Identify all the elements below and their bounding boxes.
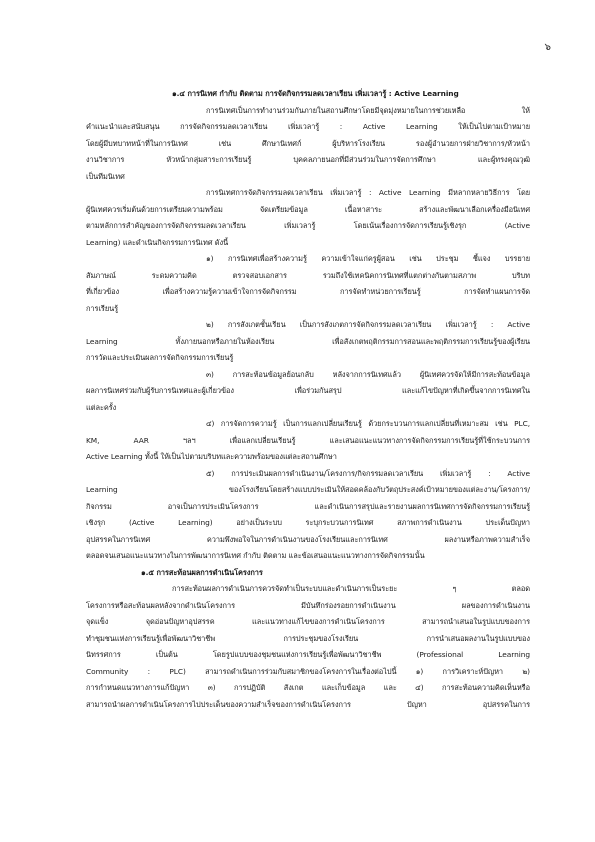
- text-line: Active Learning ทั้งนี้ ให้เป็นไปตามบริบทและความพร้อมของแต่ละสถานศึกษา: [86, 452, 337, 461]
- text-line: จุดแข็ง จุดอ่อนปัญหาอุปสรรค และแนวทางแก้ไขของการดำเนินโครงการ สามารถนำเสนอในรูปแบบของการ: [86, 617, 530, 626]
- text-line: การกำหนดแนวทางการแก้ปัญหา ๓) การปฏิบัติ สังเกต และเก็บข้อมูล และ ๔) การสะท้อนความคิดเห็นหรือ: [86, 683, 530, 692]
- text-line: ๔) การจัดการความรู้ เป็นการแลกเปลี่ยนเรียนรู้ ด้วยกระบวนการแลกเปลี่ยนที่เหมาะสม เช่น PLC,: [206, 419, 530, 428]
- text-line: Learning) และดำเนินกิจกรรมการนิเทศ ดังนี้: [86, 237, 229, 247]
- text-line: การนิเทศเป็นการทำงานร่วมกันภายในสถานศึกษาโดยมีจุดมุ่งหมายในการช่วยเหลือ ให้: [206, 105, 530, 115]
- text-line: เชิงรุก (Active Learning) อย่างเป็นระบบ ระบุกระบวนการนิเทศ สภาพการดำเนินงาน ประเด็นปัญหา: [86, 518, 530, 527]
- section-heading-1-5: ๑.๕ การสะท้อนผลการดำเนินโครงการ: [141, 567, 263, 577]
- text-line: ๕) การประเมินผลการดำเนินงาน/โครงการ/กิจกรรมลดเวลาเรียน เพิ่มเวลารู้ : Active: [206, 468, 530, 478]
- text-line: เป็นทีมนิเทศ: [86, 171, 125, 181]
- text-line: ผลการนิเทศร่วมกับผู้รับการนิเทศและผู้เกี่ยวข้อง เพื่อร่วมกันสรุป และแก้ไขปัญหาที่เกิดขึ้นจากการนิเทศใน: [86, 386, 530, 395]
- text-line: สามารถนำผลการดำเนินโครงการไปประเด็นของความสำเร็จของการดำเนินโครงการ ปัญหา อุปสรรคในการ: [86, 699, 530, 709]
- text-line: กิจกรรม อาจเป็นการประเมินโครงการ และดำเนินการสรุปและรายงานผลการนิเทศการจัดกิจกรรมการเรียนรู้: [86, 501, 530, 511]
- text-line: แต่ละครั้ง: [86, 402, 117, 412]
- paragraph-supervision-intro: [86, 103, 530, 186]
- paragraph-supervision-methods: [86, 185, 530, 251]
- list-item-5: [86, 466, 530, 565]
- text-line: สัมภาษณ์ ระดมความคิด ตรวจสอบเอกสาร รวมถึงใช้เทคนิคการนิเทศที่แตกต่างกันตามสภาพ บริบท: [86, 270, 530, 280]
- text-line: ตามหลักการสำคัญของการจัดกิจกรรมลดเวลาเรียน เพิ่มเวลารู้ โดยเน้นเรื่องการจัดการเรียนรู้เชิงรุก (Active: [86, 221, 530, 230]
- list-item-1: [86, 251, 530, 317]
- text-line: ตลอดจนเสนอแนะแนวทางในการพัฒนาการนิเทศ กำกับ ติดตาม และข้อเสนอแนะแนวทางการจัดกิจกรรมนั้น: [86, 551, 425, 560]
- text-line: อุปสรรคในการนิเทศ ความพึงพอใจในการดำเนินงานของโรงเรียนและการนิเทศ ผลงานหรือภาพความสำเร็จ: [86, 534, 530, 544]
- section-heading-1-4: ๑.๔ การนิเทศ กำกับ ติดตาม การจัดกิจกรรมลดเวลาเรียน เพิ่มเวลารู้ : Active Learning: [172, 89, 459, 98]
- paragraph-project-reflection: [86, 581, 530, 713]
- text-line: ๑) การนิเทศเพื่อสร้างความรู้ ความเข้าใจแก่ครูผู้สอน เช่น ประชุม ชี้แจง บรรยาย: [206, 254, 530, 263]
- text-line: ทำชุมชนแห่งการเรียนรู้เพื่อพัฒนาวิชาชีพ การประชุมของโรงเรียน การนำเสนอผลงานในรูปแบบของ: [86, 633, 530, 643]
- text-line: โครงการหรือสะท้อนผลหลังจากดำเนินโครงการ มีบันทึกร่องรอยการดำเนินงาน ผลของการดำเนินงาน: [86, 600, 530, 610]
- text-line: KM, AAR ฯลฯ เพื่อแลกเปลี่ยนเรียนรู้ และเสนอแนะแนวทางการจัดกิจกรรมการเรียนรู้ที่ใช้กระบวนการ: [86, 435, 530, 445]
- text-line: การสะท้อนผลการดำเนินการควรจัดทำเป็นระบบและดำเนินการเป็นระยะ ๆ ตลอด: [172, 584, 530, 593]
- text-line: การเรียนรู้: [86, 303, 119, 313]
- text-line: ผู้นิเทศควรเริ่มต้นด้วยการเตรียมความพร้อม จัดเตรียมข้อมูล เนื้อหาสาระ สร้างและพัฒนาเลือกเครื่องมือนิเทศ: [86, 204, 530, 214]
- text-line: นิทรรศการ เป็นต้น โดยรูปแบบของชุมชนแห่งการเรียนรู้เพื่อพัฒนาวิชาชีพ (Professional Learning: [86, 650, 530, 659]
- page-content: [86, 86, 530, 713]
- list-item-3: [86, 367, 530, 417]
- text-line: การนิเทศการจัดกิจกรรมลดเวลาเรียน เพิ่มเวลารู้ : Active Learning มีหลากหลายวิธีการ โดย: [206, 188, 530, 197]
- text-line: Community : PLC) สามารถดำเนินการร่วมกับสมาชิกของโครงการในเรื่องต่อไปนี้ ๑) การวิเคราะห์ปัญหา ๒): [86, 666, 530, 676]
- text-line: Learning ของโรงเรียนโดยสร้างแบบประเมินให้สอดคล้องกับวัตถุประสงค์เป้าหมายของแต่ละงาน/โครงการ/: [86, 485, 530, 494]
- text-line: งานวิชาการ หัวหน้ากลุ่มสาระการเรียนรู้ บุคคลภายนอกที่มีส่วนร่วมในการจัดการศึกษา และผู้ทรงคุณวุฒิ: [86, 155, 530, 164]
- text-line: การวัดและประเมินผลการจัดกิจกรรมการเรียนรู้: [86, 353, 234, 362]
- page-number: ๖: [544, 42, 551, 53]
- text-line: Learning ทั้งภายนอกหรือภายในห้องเรียน เพื่อสังเกตพฤติกรรมการสอนและพฤติกรรมการเรียนรู้ของผู้เรียน: [86, 336, 530, 346]
- text-line: โดยผู้มีบทบาทหน้าที่ในการนิเทศ เช่น ศึกษานิเทศก์ ผู้บริหารโรงเรียน รองผู้อำนวยการฝ่ายวิชาการ/หัวหน้า: [86, 138, 530, 148]
- list-item-4: [86, 416, 530, 466]
- text-line: คำแนะนำและสนับสนุน การจัดกิจกรรมลดเวลาเรียน เพิ่มเวลารู้ : Active Learning ให้เป็นไปตามเป้าหมาย: [86, 122, 530, 131]
- text-line: ที่เกี่ยวข้อง เพื่อสร้างความรู้ความเข้าใจการจัดกิจกรรม การจัดทำหน่วยการเรียนรู้ การจัดทำแผนการจัด: [86, 287, 530, 296]
- text-line: ๓) การสะท้อนข้อมูลย้อนกลับ หลังจากการนิเทศแล้ว ผู้นิเทศควรจัดให้มีการสะท้อนข้อมูล: [206, 369, 530, 379]
- list-item-2: [86, 317, 530, 367]
- text-line: ๒) การสังเกตชั้นเรียน เป็นการสังเกตการจัดกิจกรรมลดเวลาเรียน เพิ่มเวลารู้ : Active: [206, 320, 530, 329]
